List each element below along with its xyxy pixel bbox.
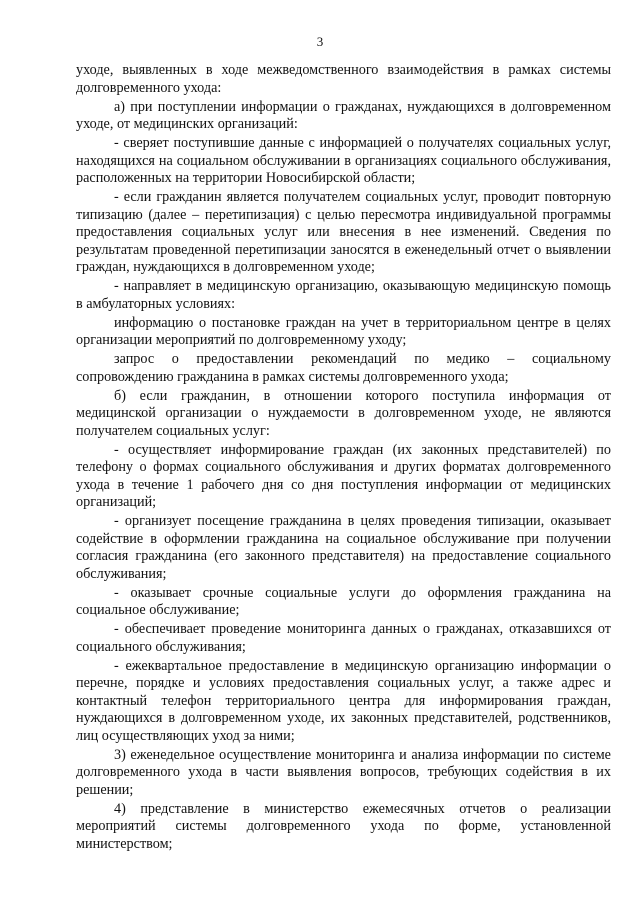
- paragraph: уходе, выявленных в ходе межведомственного взаимодействия в рамках системы долговременного ухода:: [76, 62, 611, 96]
- paragraph: запрос о предоставлении рекомендаций по медико – социальному сопровождению гражданина в рамках системы долговременного ухода;: [76, 351, 611, 385]
- paragraph: - организует посещение гражданина в целях проведения типизации, оказывает содействие в оформлении гражданина на социальное обслуживание при получении согласия гражданина (его законного представителя) на предоставление социального обслуживания;: [76, 513, 611, 582]
- paragraph: - направляет в медицинскую организацию, оказывающую медицинскую помощь в амбулаторных условиях:: [76, 278, 611, 312]
- paragraph: 3) еженедельное осуществление мониторинга и анализа информации по системе долговременного ухода в части выявления вопросов, требующих содействия в их решении;: [76, 746, 611, 798]
- paragraph: - если гражданин является получателем социальных услуг, проводит повторную типизацию (далее – перетипизация) с целью пересмотра индивидуальной программы предоставления социальных услуг или внесения в нее изменений. Сведения по результатам проведенной перетипизации заносятся в еженедельный отчет о выявлении граждан, нуждающихся в долговременном уходе;: [76, 189, 611, 275]
- paragraph: - ежеквартальное предоставление в медицинскую организацию информации о перечне, порядке и условиях предоставления социальных услуг, а также адрес и контактный телефон территориального центра для информирования граждан, нуждающихся в долговременном уходе, их законных представителей, родственников, лиц осуществляющих уход за ними;: [76, 657, 611, 744]
- paragraph: б) если гражданин, в отношении которого поступила информация от медицинской организации о нуждаемости в долговременном уходе, не являются получателем социальных услуг:: [76, 387, 611, 439]
- paragraph: информацию о постановке граждан на учет в территориальном центре в целях организации мероприятий по долговременному уходу;: [76, 314, 611, 348]
- paragraph: а) при поступлении информации о гражданах, нуждающихся в долговременном уходе, от медицинских организаций:: [76, 98, 611, 132]
- paragraph: - оказывает срочные социальные услуги до оформления гражданина на социальное обслуживание;: [76, 584, 611, 618]
- paragraph: 4) представление в министерство ежемесячных отчетов о реализации мероприятий системы долговременного ухода по форме, установленной министерством;: [76, 800, 611, 852]
- paragraph: - обеспечивает проведение мониторинга данных о гражданах, отказавшихся от социального обслуживания;: [76, 621, 611, 655]
- paragraph: - осуществляет информирование граждан (их законных представителей) по телефону о формах социального обслуживания и других форматах долговременного ухода в течение 1 рабочего дня со дня поступления информации от медицинских организаций;: [76, 441, 611, 510]
- document-body: [76, 62, 611, 855]
- page-number: 3: [316, 34, 324, 49]
- paragraph: - сверяет поступившие данные с информацией о получателях социальных услуг, находящихся на социальном обслуживании в организациях социального обслуживания, расположенных на территории Новосибирской области;: [76, 135, 611, 186]
